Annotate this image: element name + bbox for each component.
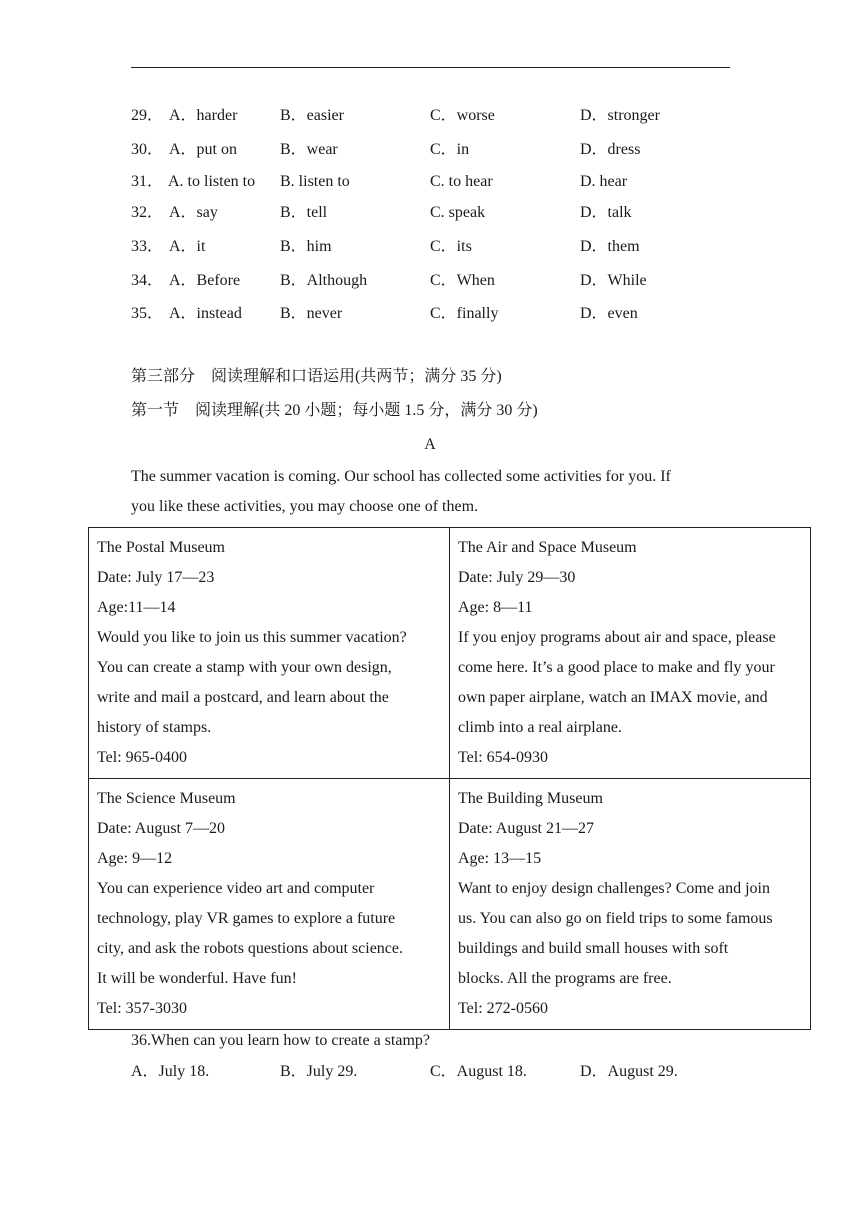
option-a[interactable]: A．say xyxy=(169,204,218,221)
option-a[interactable]: A．put on xyxy=(169,141,238,158)
option-b[interactable]: B. listen to xyxy=(280,173,350,190)
option-c[interactable]: C．worse xyxy=(430,107,495,124)
museum-desc-line: You can create a stamp with your own design, xyxy=(97,659,392,676)
option-d[interactable]: D．them xyxy=(580,238,640,255)
intro-line: you like these activities, you may choose one of them. xyxy=(131,498,479,515)
museum-date: Date: August 7—20 xyxy=(97,820,225,837)
museum-date: Date: July 17—23 xyxy=(97,569,215,586)
option-d[interactable]: D．talk xyxy=(580,204,632,221)
question-number: 32． xyxy=(131,204,164,221)
option-c[interactable]: C．in xyxy=(430,141,470,158)
museum-tel: Tel: 654-0930 xyxy=(458,749,548,766)
museum-desc-line: Want to enjoy design challenges? Come and join xyxy=(458,880,770,897)
museum-desc-line: come here. It’s a good place to make and fly your xyxy=(458,659,775,676)
museum-table xyxy=(88,527,811,1030)
museum-desc-line: blocks. All the programs are free. xyxy=(458,970,672,987)
option-d[interactable]: D．While xyxy=(580,272,647,289)
option-a[interactable]: A．Before xyxy=(169,272,241,289)
question-number: 29． xyxy=(131,107,164,124)
option-a[interactable]: A．harder xyxy=(169,107,238,124)
option-d[interactable]: D．dress xyxy=(580,141,641,158)
option-c[interactable]: C．its xyxy=(430,238,472,255)
museum-age: Age:11—14 xyxy=(97,599,176,616)
option-c[interactable]: C．When xyxy=(430,272,495,289)
museum-desc-line: Would you like to join us this summer vacation? xyxy=(97,629,407,646)
question-number: 35． xyxy=(131,305,164,322)
museum-desc-line: own paper airplane, watch an IMAX movie, and xyxy=(458,689,768,706)
question-number: 30． xyxy=(131,141,164,158)
intro-line: The summer vacation is coming. Our school has collected some activities for you. If xyxy=(131,468,671,485)
museum-desc-line: It will be wonderful. Have fun! xyxy=(97,970,297,987)
museum-desc-line: You can experience video art and computer xyxy=(97,880,375,897)
question-row xyxy=(131,171,731,193)
museum-age: Age: 8—11 xyxy=(458,599,533,616)
option-c[interactable]: C．finally xyxy=(430,305,499,322)
option-b[interactable]: B．tell xyxy=(280,204,328,221)
museum-name: The Air and Space Museum xyxy=(458,539,637,556)
question-row xyxy=(131,270,731,292)
question-number: 31． xyxy=(131,173,164,190)
museum-date: Date: August 21—27 xyxy=(458,820,594,837)
museum-tel: Tel: 965-0400 xyxy=(97,749,187,766)
museum-desc-line: city, and ask the robots questions about science. xyxy=(97,940,403,957)
option-b[interactable]: B．never xyxy=(280,305,343,322)
option-b[interactable]: B．wear xyxy=(280,141,338,158)
museum-age: Age: 13—15 xyxy=(458,850,542,867)
question-row xyxy=(131,105,731,127)
museum-cell xyxy=(450,528,811,773)
q36-stem: 36.When can you learn how to create a stamp? xyxy=(131,1032,430,1049)
museum-desc-line: history of stamps. xyxy=(97,719,212,736)
question-row xyxy=(131,139,731,161)
option-c[interactable]: C．August 18. xyxy=(430,1063,527,1080)
museum-desc-line: climb into a real airplane. xyxy=(458,719,622,736)
question-row xyxy=(131,303,731,325)
option-d[interactable]: D．August 29. xyxy=(580,1063,678,1080)
museum-name: The Postal Museum xyxy=(97,539,225,556)
museum-desc-line: us. You can also go on field trips to some famous xyxy=(458,910,773,927)
header-rule xyxy=(131,67,730,68)
option-b[interactable]: B．easier xyxy=(280,107,344,124)
museum-tel: Tel: 357-3030 xyxy=(97,1000,187,1017)
option-d[interactable]: D. hear xyxy=(580,173,628,190)
option-b[interactable]: B．him xyxy=(280,238,332,255)
option-a[interactable]: A．instead xyxy=(169,305,242,322)
museum-cell xyxy=(89,779,449,1024)
museum-desc-line: buildings and build small houses with soft xyxy=(458,940,729,957)
question-number: 34． xyxy=(131,272,164,289)
intro-paragraph xyxy=(131,462,731,522)
question-row xyxy=(131,202,731,224)
option-d[interactable]: D．stronger xyxy=(580,107,660,124)
option-c[interactable]: C. to hear xyxy=(430,173,493,190)
museum-cell xyxy=(450,779,811,1024)
museum-date: Date: July 29—30 xyxy=(458,569,576,586)
option-a[interactable]: A．it xyxy=(169,238,206,255)
section3-heading: 第三部分 阅读理解和口语运用(共两节；满分 35 分) xyxy=(131,368,502,385)
museum-cell xyxy=(89,528,449,773)
question-number: 33． xyxy=(131,238,164,255)
museum-desc-line: If you enjoy programs about air and space, please xyxy=(458,629,776,646)
museum-desc-line: write and mail a postcard, and learn about the xyxy=(97,689,389,706)
section1-heading: 第一节 阅读理解(共 20 小题；每小题 1.5 分，满分 30 分) xyxy=(131,402,538,419)
option-b[interactable]: B．Although xyxy=(280,272,368,289)
question-row xyxy=(131,236,731,258)
option-d[interactable]: D．even xyxy=(580,305,638,322)
q36-options xyxy=(131,1061,731,1083)
option-b[interactable]: B．July 29. xyxy=(280,1063,358,1080)
museum-name: The Building Museum xyxy=(458,790,603,807)
option-a[interactable]: A．July 18. xyxy=(131,1063,210,1080)
option-c[interactable]: C. speak xyxy=(430,204,486,221)
museum-tel: Tel: 272-0560 xyxy=(458,1000,548,1017)
museum-age: Age: 9—12 xyxy=(97,850,173,867)
museum-desc-line: technology, play VR games to explore a future xyxy=(97,910,396,927)
option-a[interactable]: A. to listen to xyxy=(168,173,256,190)
museum-name: The Science Museum xyxy=(97,790,236,807)
passage-letter: A xyxy=(424,436,436,453)
